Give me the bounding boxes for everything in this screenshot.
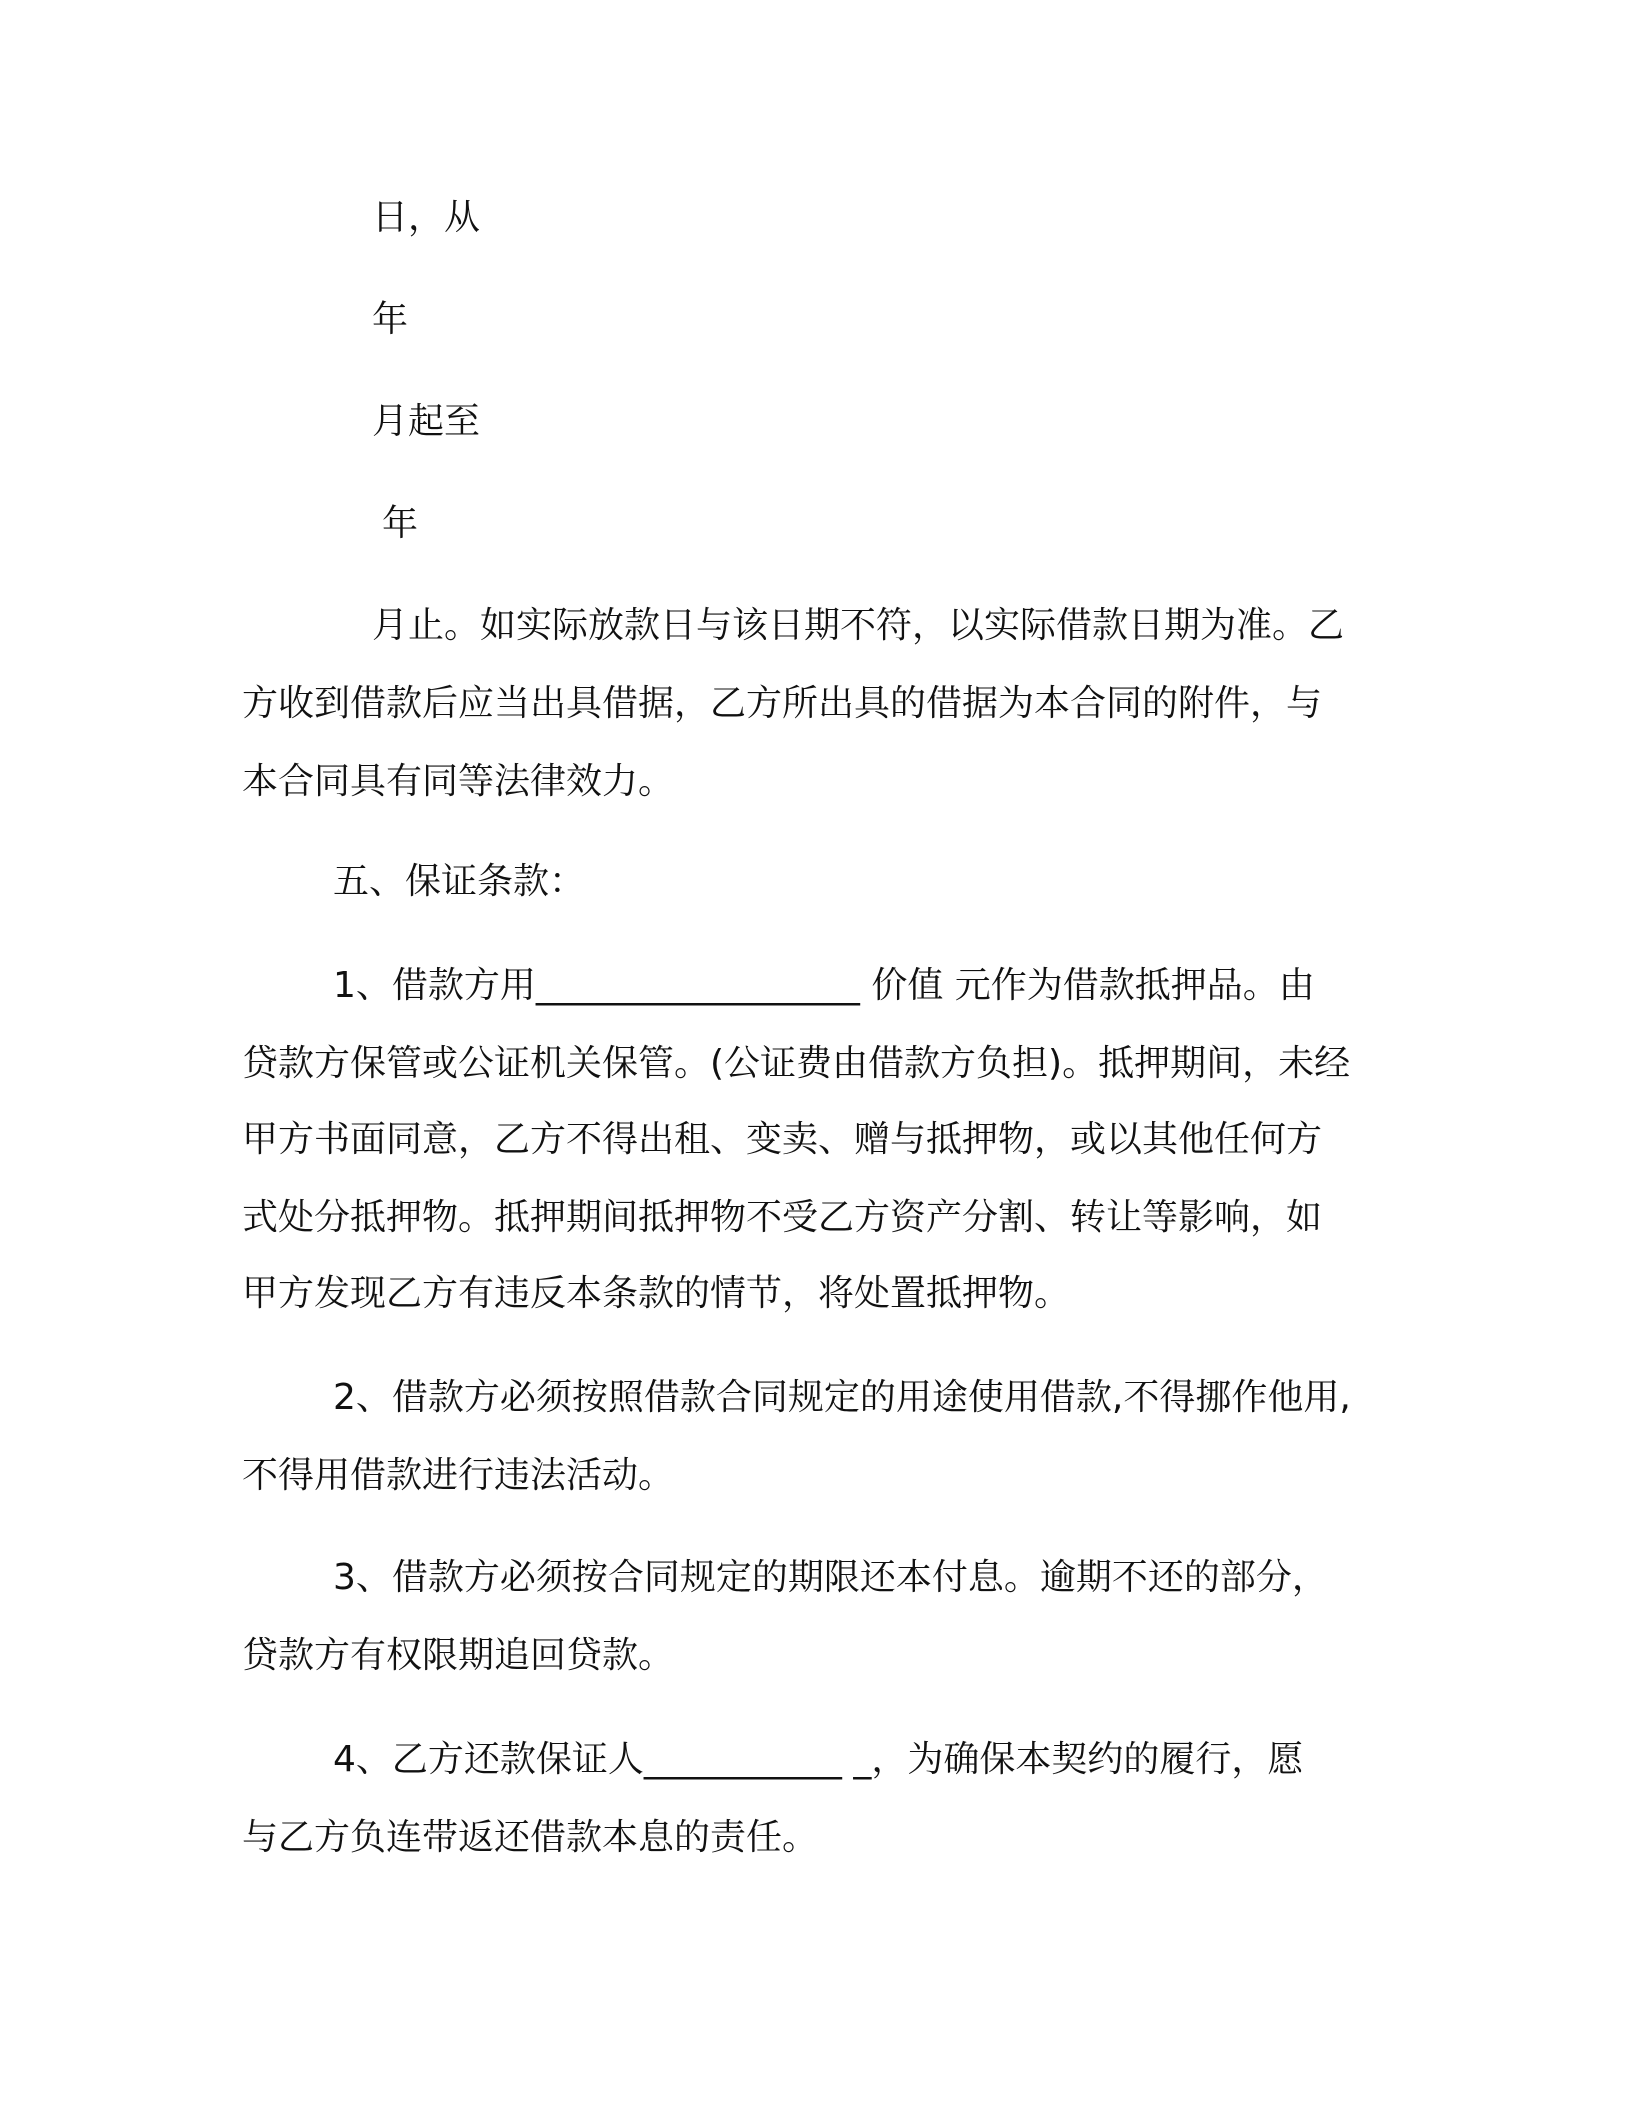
clause-line: 与乙方负连带返还借款本息的责任。 bbox=[242, 1817, 819, 1858]
fragment-day-from: 日，从 bbox=[372, 197, 481, 238]
fragment-year-1: 年 bbox=[372, 299, 409, 340]
clause-line: 贷款方保管或公证机关保管。(公证费由借款方负担)。抵押期间，未经 bbox=[242, 1043, 1351, 1084]
clause-line: 甲方发现乙方有违反本条款的情节，将处置抵押物。 bbox=[242, 1273, 1071, 1314]
clause-line: 式处分抵押物。抵押期间抵押物不受乙方资产分割、转让等影响，如 bbox=[242, 1197, 1323, 1238]
clause-line: 1、借款方用__________________ 价值 元作为借款抵押品。由 bbox=[333, 965, 1315, 1006]
fragment-month-start-to: 月起至 bbox=[372, 401, 481, 442]
clause-line: 4、乙方还款保证人___________ _，为确保本契约的履行，愿 bbox=[333, 1739, 1304, 1780]
section-heading-guarantee: 五、保证条款： bbox=[333, 861, 586, 902]
paragraph-line: 方收到借款后应当出具借据，乙方所出具的借据为本合同的附件，与 bbox=[242, 683, 1323, 724]
paragraph-line: 月止。如实际放款日与该日期不符，以实际借款日期为准。乙 bbox=[372, 605, 1345, 646]
clause-line: 贷款方有权限期追回贷款。 bbox=[242, 1635, 675, 1676]
clause-line: 2、借款方必须按照借款合同规定的用途使用借款,不得挪作他用, bbox=[333, 1377, 1351, 1418]
clause-line: 3、借款方必须按合同规定的期限还本付息。逾期不还的部分， bbox=[333, 1557, 1328, 1598]
clause-line: 不得用借款进行违法活动。 bbox=[242, 1455, 675, 1496]
paragraph-line: 本合同具有同等法律效力。 bbox=[242, 761, 675, 802]
clause-line: 甲方书面同意，乙方不得出租、变卖、赠与抵押物，或以其他任何方 bbox=[242, 1119, 1323, 1160]
fragment-year-2: 年 bbox=[382, 503, 419, 544]
